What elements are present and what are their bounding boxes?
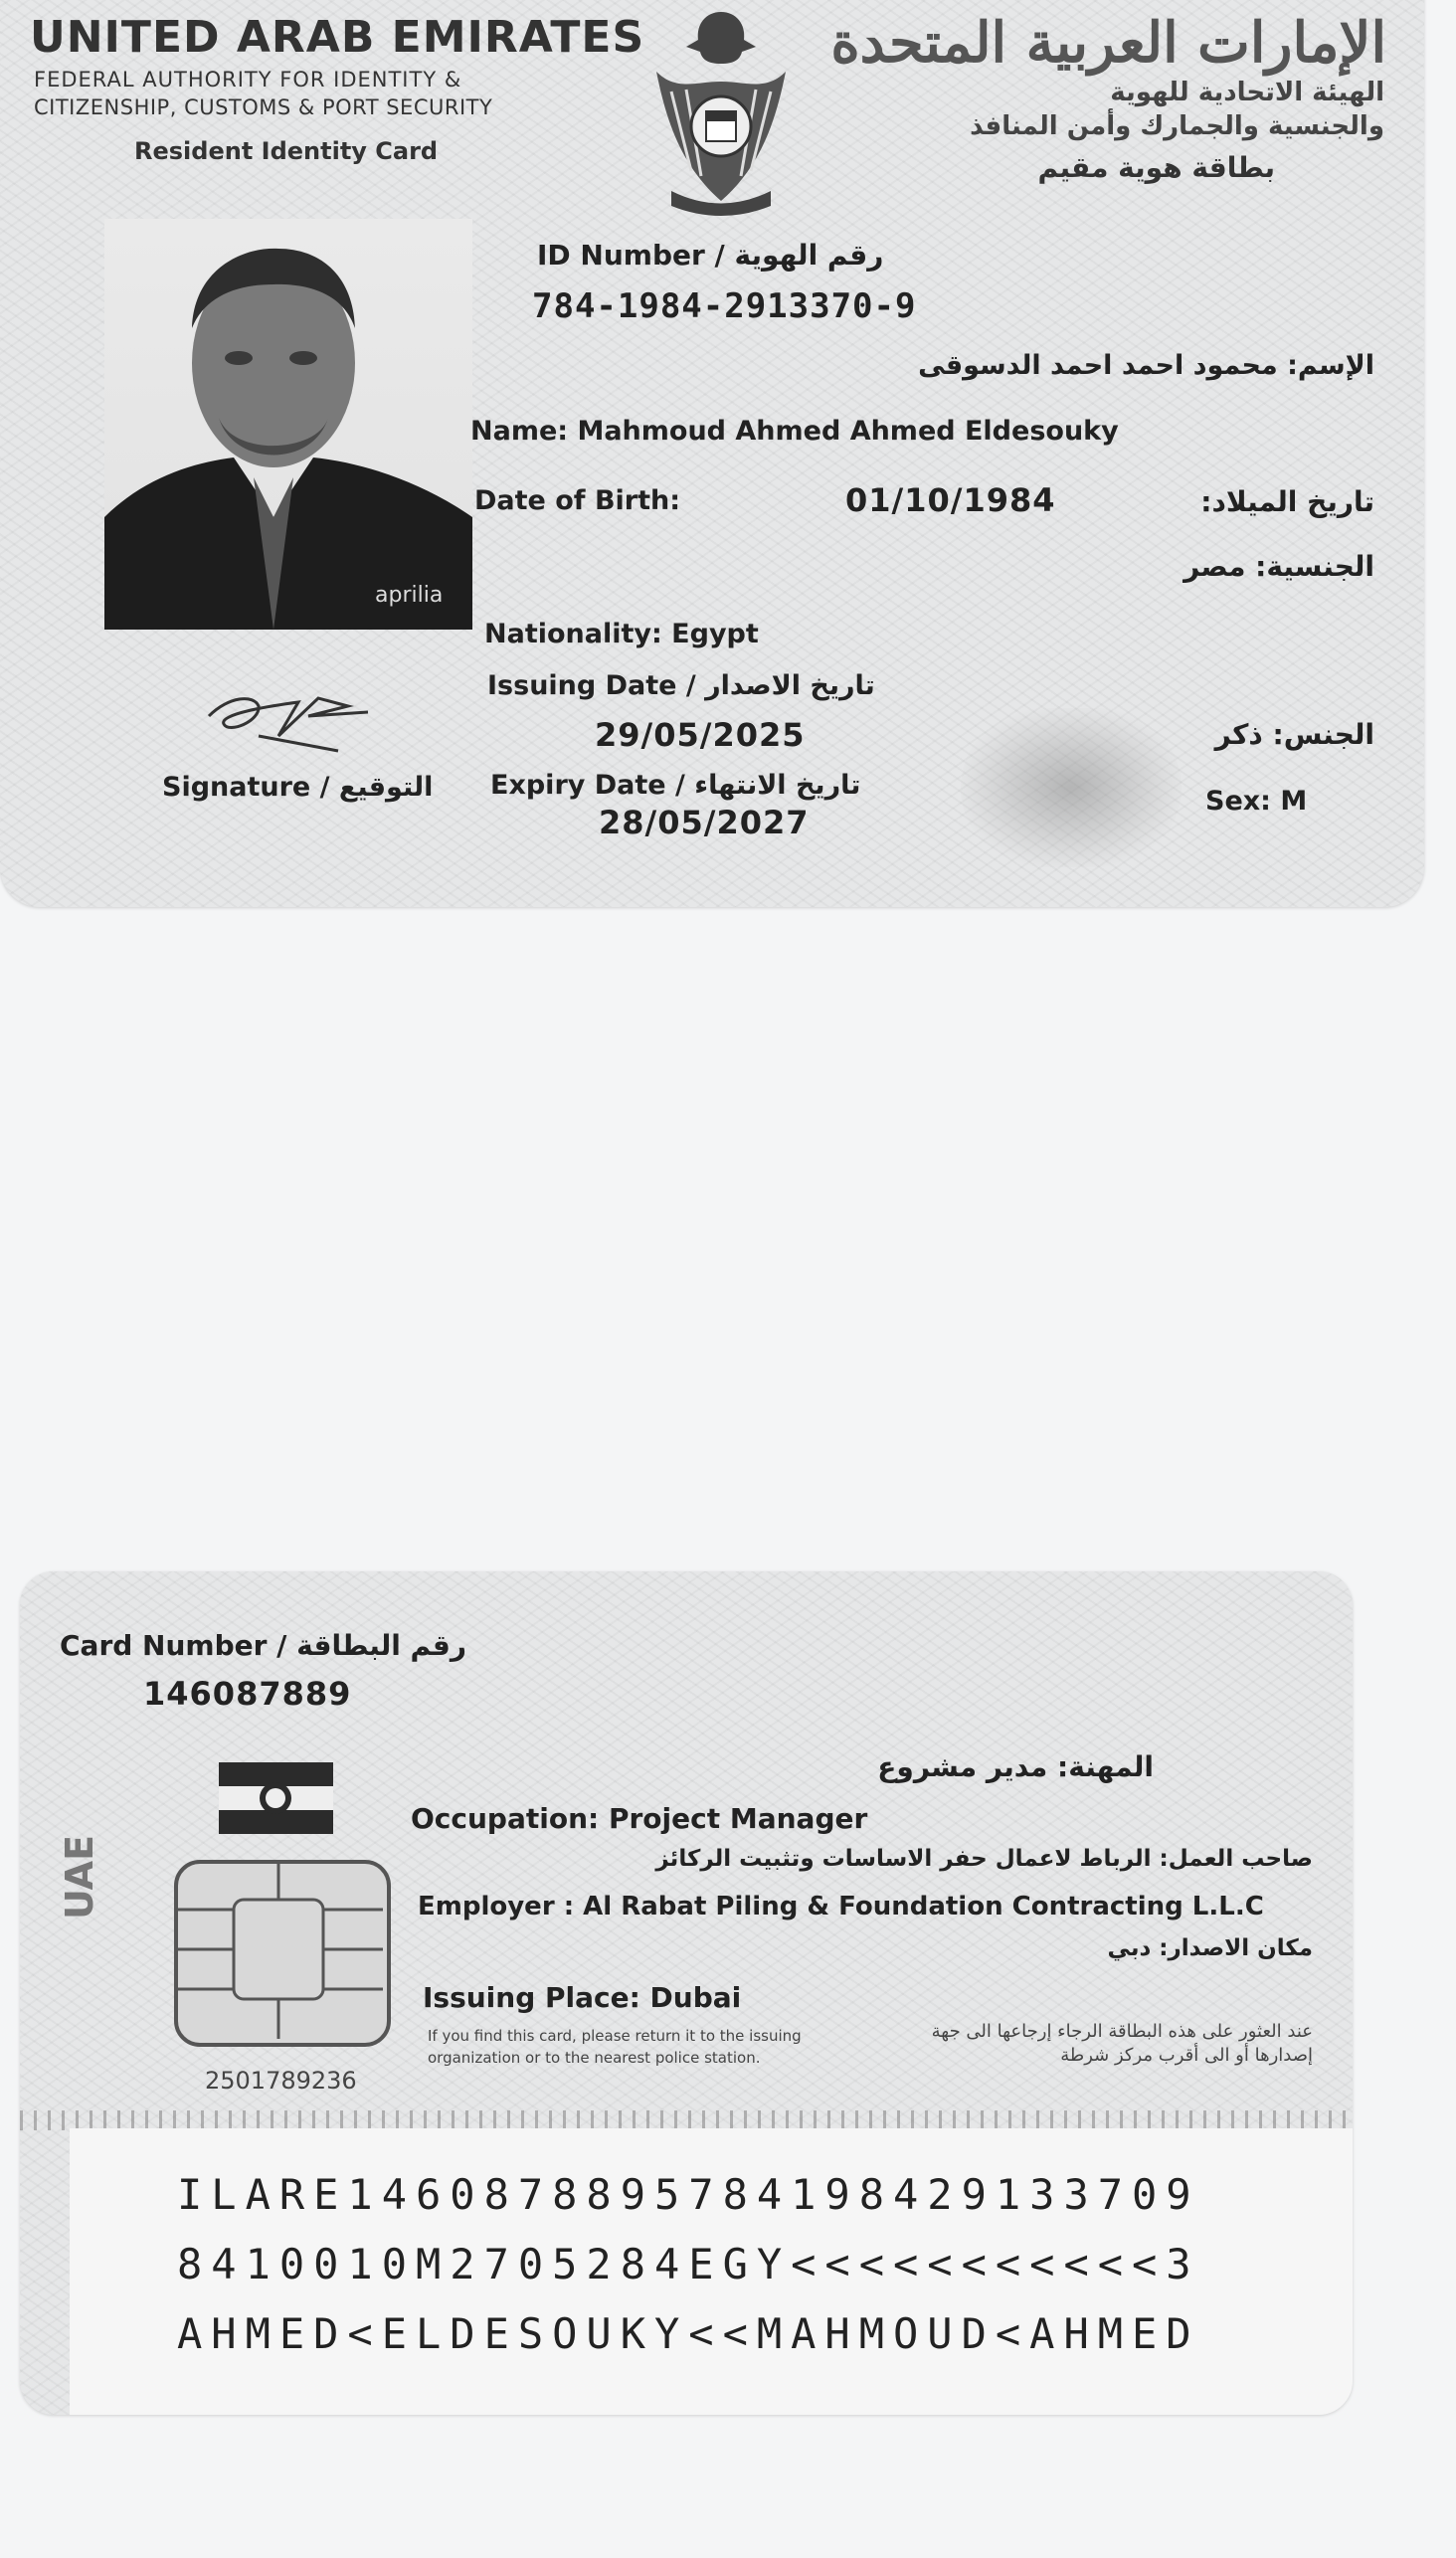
authority-line-2-ar: والجنسية والجمارك وأمن المنافذ [970,111,1384,141]
chip-serial: 2501789236 [205,2067,357,2095]
id-card-front [0,0,1424,907]
authority-line-1-en: FEDERAL AUTHORITY FOR IDENTITY & [34,68,462,91]
mrz-line-1: ILARE1460878895784198429133709 [177,2170,1200,2219]
uae-vertical-text: UAE [58,1834,101,1919]
security-strip [20,2110,1353,2130]
nationality-en: Nationality: Egypt [484,619,759,649]
issuing-place-ar: مكان الاصدار: دبي [1107,1935,1313,1961]
id-card-back [20,1571,1353,2415]
holder-photo [104,219,472,630]
return-notice-en-2: organization or to the nearest police station. [428,2049,761,2067]
mrz-line-2: 8410010M2705284EGY<<<<<<<<<<<3 [177,2240,1200,2288]
occupation-ar: المهنة: مدير مشروع [877,1750,1154,1783]
name-ar: الإسم: محمود احمد احمد الدسوقى [918,350,1374,381]
dob-value: 01/10/1984 [845,481,1056,519]
smart-chip-icon [174,1860,391,2047]
mrz-zone [70,2128,1353,2415]
return-notice-ar-2: إصدارها أو الى أقرب مركز شرطة [1060,2045,1313,2066]
sex-en: Sex: M [1205,786,1308,817]
authority-line-2-en: CITIZENSHIP, CUSTOMS & PORT SECURITY [34,95,493,119]
employer-en: Employer : Al Rabat Piling & Foundation Contracting L.L.C [418,1892,1264,1921]
authority-line-1-ar: الهيئة الاتحادية للهوية [1110,78,1384,107]
uae-eagle-emblem-icon [637,2,806,221]
mrz-line-3: AHMED<ELDESOUKY<<MAHMOUD<AHMED [177,2309,1200,2358]
country-title-ar: الإمارات العربية المتحدة [830,10,1386,76]
card-number-value: 146087889 [143,1675,352,1713]
employer-ar: صاحب العمل: الرباط لاعمال حفر الاساسات وتثبيت الركائز [655,1846,1313,1872]
id-number-label: ID Number / رقم الهوية [537,239,884,272]
dob-label-en: Date of Birth: [474,485,681,516]
nationality-ar: الجنسية: مصر [1183,550,1374,583]
card-type-en: Resident Identity Card [134,137,439,165]
signature-label: Signature / التوقيع [162,772,434,803]
issuing-date-value: 29/05/2025 [595,716,806,754]
issuing-place-en: Issuing Place: Dubai [423,1981,742,2014]
card-type-ar: بطاقة هوية مقيم [1037,151,1275,184]
expiry-date-value: 28/05/2027 [599,804,810,841]
signature-mark [199,676,378,766]
country-title-en: UNITED ARAB EMIRATES [30,12,645,63]
card-number-label: Card Number / رقم البطاقة [60,1629,466,1662]
occupation-en: Occupation: Project Manager [411,1802,868,1835]
sex-ar: الجنس: ذكر [1214,718,1374,751]
return-notice-en-1: If you find this card, please return it to the issuing [428,2027,802,2045]
dob-label-ar: تاريخ الميلاد: [1200,485,1374,518]
name-en: Name: Mahmoud Ahmed Ahmed Eldesouky [470,416,1119,447]
ghost-photo [961,708,1182,867]
id-number-value: 784-1984-2913370-9 [532,286,917,326]
return-notice-ar-1: عند العثور على هذه البطاقة الرجاء إرجاعها الى جهة [931,2021,1313,2042]
svg-text:aprilia: aprilia [375,583,444,608]
uae-flag-emblem-icon [219,1762,333,1834]
expiry-date-label: Expiry Date / تاريخ الانتهاء [490,770,861,801]
issuing-date-label: Issuing Date / تاريخ الاصدار [487,670,875,701]
